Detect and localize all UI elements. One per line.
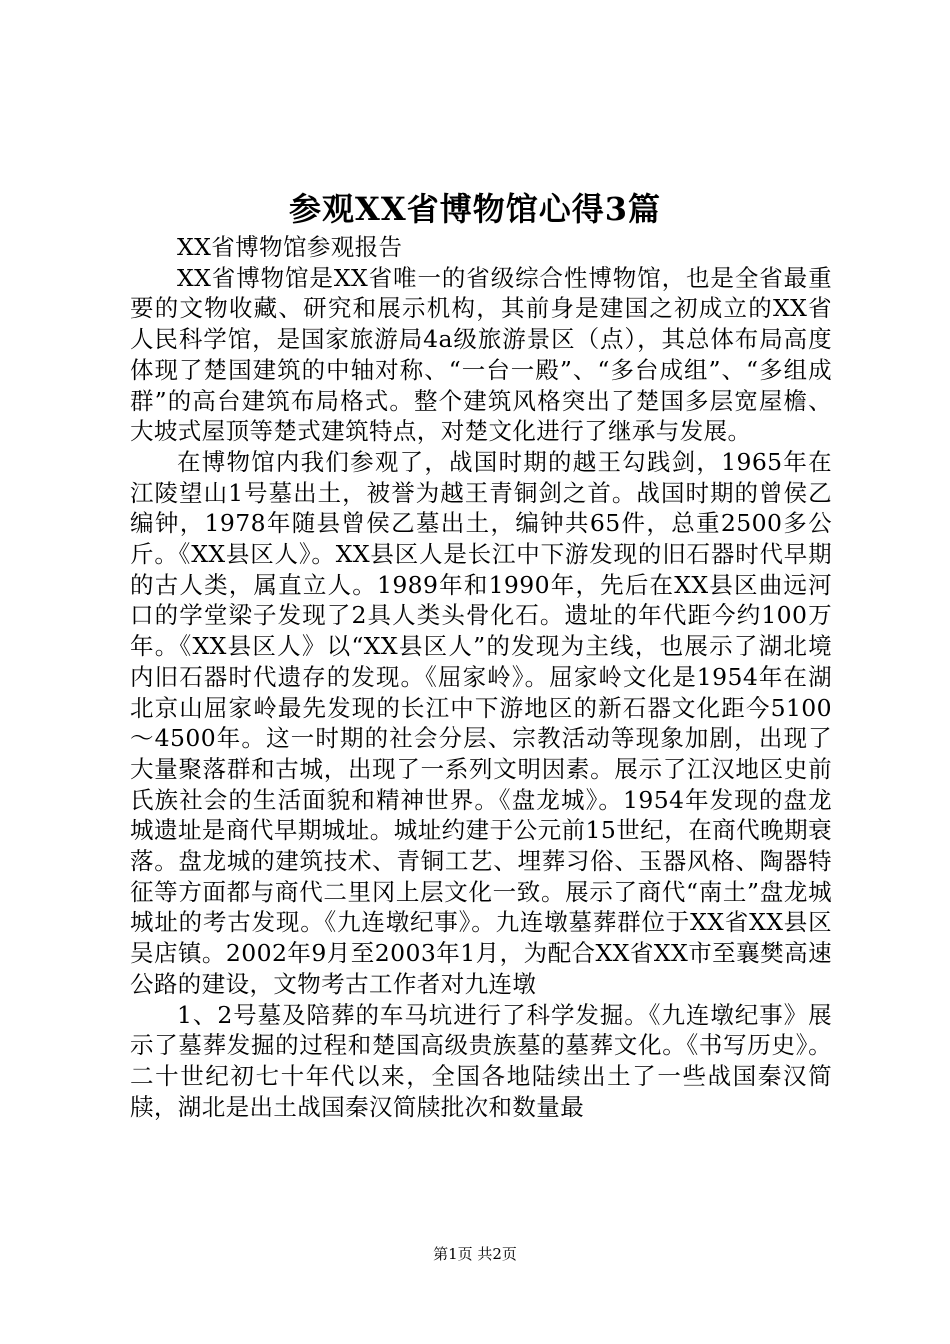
- paragraph-jiuliandun-continued: 1、2号墓及陪葬的车马坑进行了科学发掘。《九连墩纪事》展示了墓葬发掘的过程和楚国高级贵族墓的墓葬文化。《书写历史》。二十世纪初七十年代以来，全国各地陆续出土了一些战国秦汉简牍，湖北是出土战国秦汉简牍批次和数量最: [130, 1000, 832, 1121]
- paragraph-museum-intro: XX省博物馆是XX省唯一的省级综合性博物馆，也是全省最重要的文物收藏、研究和展示机构，其前身是建国之初成立的XX省人民科学馆，是国家旅游局4a级旅游景区（点），其总体布局高度体现了楚国建筑的中轴对称、“一台一殿”、“多台成组”、“多组成群”的高台建筑布局格式。整个建筑风格突出了楚国多层宽屋檐、大坡式屋顶等楚式建筑特点，对楚文化进行了继承与发展。: [130, 263, 832, 446]
- document-title: 参观XX省博物馆心得3篇: [289, 190, 661, 228]
- page-footer: 第1页 共2页: [433, 1245, 517, 1263]
- paragraph-exhibits: 在博物馆内我们参观了，战国时期的越王勾践剑，1965年在江陵望山1号墓出土，被誉为越王青铜剑之首。战国时期的曾侯乙编钟，1978年随县曾侯乙墓出土，编钟共65件，总重2500多公斤。《XX县区人》。XX县区人是长江中下游发现的旧石器时代早期的古人类，属直立人。1989年和1990年，先后在XX县区曲远河口的学堂梁子发现了2具人类头骨化石。遗址的年代距今约100万年。《XX县区人》以“XX县区人”的发现为主线，也展示了湖北境内旧石器时代遗存的发现。《屈家岭》。屈家岭文化是1954年在湖北京山屈家岭最先发现的长江中下游地区的新石器文化距今5100～4500年。这一时期的社会分层、宗教活动等现象加剧，出现了大量聚落群和古城，出现了一系列文明因素。展示了江汉地区史前氏族社会的生活面貌和精神世界。《盘龙城》。1954年发现的盘龙城遗址是商代早期城址。城址约建于公元前15世纪，在商代晚期衰落。盘龙城的建筑技术、青铜工艺、埋葬习俗、玉器风格、陶器特征等方面都与商代二里冈上层文化一致。展示了商代“南土”盘龙城城址的考古发现。《九连墩纪事》。九连墩墓葬群位于XX省XX县区吴店镇。2002年9月至2003年1月，为配合XX省XX市至襄樊高速公路的建设，文物考古工作者对九连墩: [130, 447, 832, 998]
- paragraph-report-heading: XX省博物馆参观报告: [177, 233, 403, 261]
- document-body: [130, 232, 832, 1122]
